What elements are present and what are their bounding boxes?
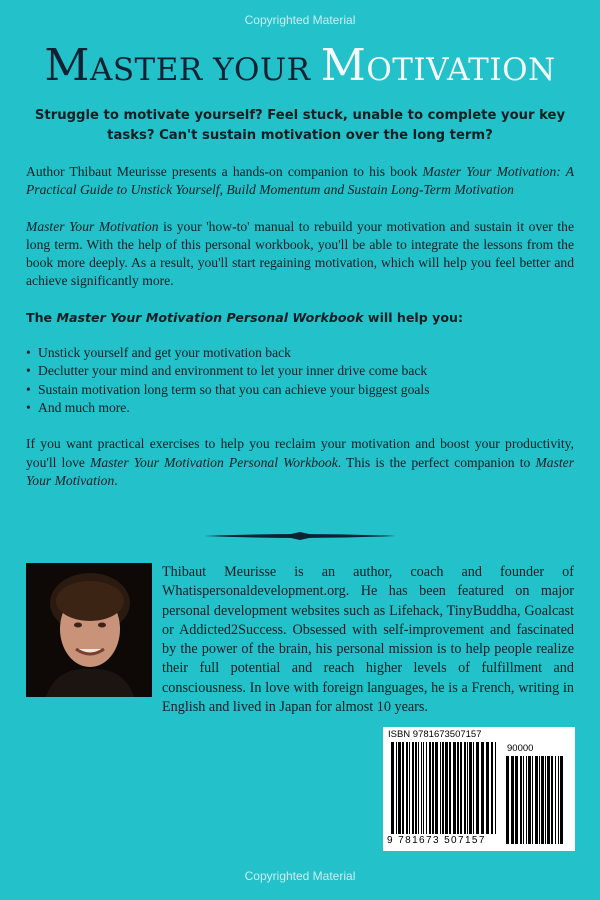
watermark-top: Copyrighted Material — [244, 13, 356, 27]
title-part-motivation: MOTIVATION — [320, 40, 556, 91]
workbook-paragraph: Master Your Motivation is your 'how-to' manual to rebuild your motivation and sustain it over the long term. With the help of this personal workbook, you'll be able to integrate the lessons from the book more deeply. As a result, you'll start regaining motivation, which will help you feel better and achieve significantly more. — [26, 218, 575, 289]
list-item: • Sustain motivation long term so that you can achieve your biggest goals — [26, 381, 574, 399]
isbn-digits: 9 781673 507157 — [387, 835, 486, 846]
author-portrait-icon — [26, 563, 152, 697]
author-photo — [26, 563, 152, 697]
isbn-barcode — [383, 727, 575, 851]
ornament-divider — [202, 530, 398, 542]
price-code: 90000 — [507, 743, 534, 754]
watermark-bottom: Copyrighted Material — [244, 869, 356, 883]
benefits-heading: The Master Your Motivation Personal Workbook will help you: — [26, 309, 463, 325]
title-part-master-your: MASTER YOUR — [44, 40, 321, 91]
list-item: • Unstick yourself and get your motivation back — [26, 344, 574, 362]
closing-paragraph: If you want practical exercises to help you reclaim your motivation and boost your productivity, you'll love Master Your Motivation Personal Workbook. This is the perfect companion to Master Your Motivation. — [26, 436, 574, 488]
list-item: • Declutter your mind and environment to let your inner drive come back — [26, 362, 574, 380]
book-title — [0, 40, 600, 96]
barcode-addon-bars — [506, 756, 566, 844]
barcode-bars — [391, 742, 499, 834]
lead-question: Struggle to motivate yourself? Feel stuck, unable to complete your key tasks? Can't sustain motivation over the long term? — [34, 108, 566, 143]
isbn-label: ISBN 9781673507157 — [388, 729, 482, 740]
description-block — [26, 106, 574, 508]
intro-paragraph: Author Thibaut Meurisse presents a hands-on companion to his book Master Your Motivation: A Practical Guide to Unstick Yourself, Build Momentum and Sustain Long-Term Motivation — [26, 164, 575, 198]
list-item: • And much more. — [26, 399, 574, 417]
author-bio: Thibaut Meurisse is an author, coach and founder of Whatispersonaldevelopment.org. He has been featured on major personal development websites such as Lifehack, TinyBuddha, Goalcast or Addicted2Success. Obsessed with self-improvement and fascinated by the power of the brain, his personal mission is to help people realize their full potential and reach higher levels of fulfillment and consciousness. In love with foreign languages, he is a French, writing in English and lived in Japan for almost 10 years. — [162, 564, 574, 716]
benefits-list — [26, 344, 574, 417]
